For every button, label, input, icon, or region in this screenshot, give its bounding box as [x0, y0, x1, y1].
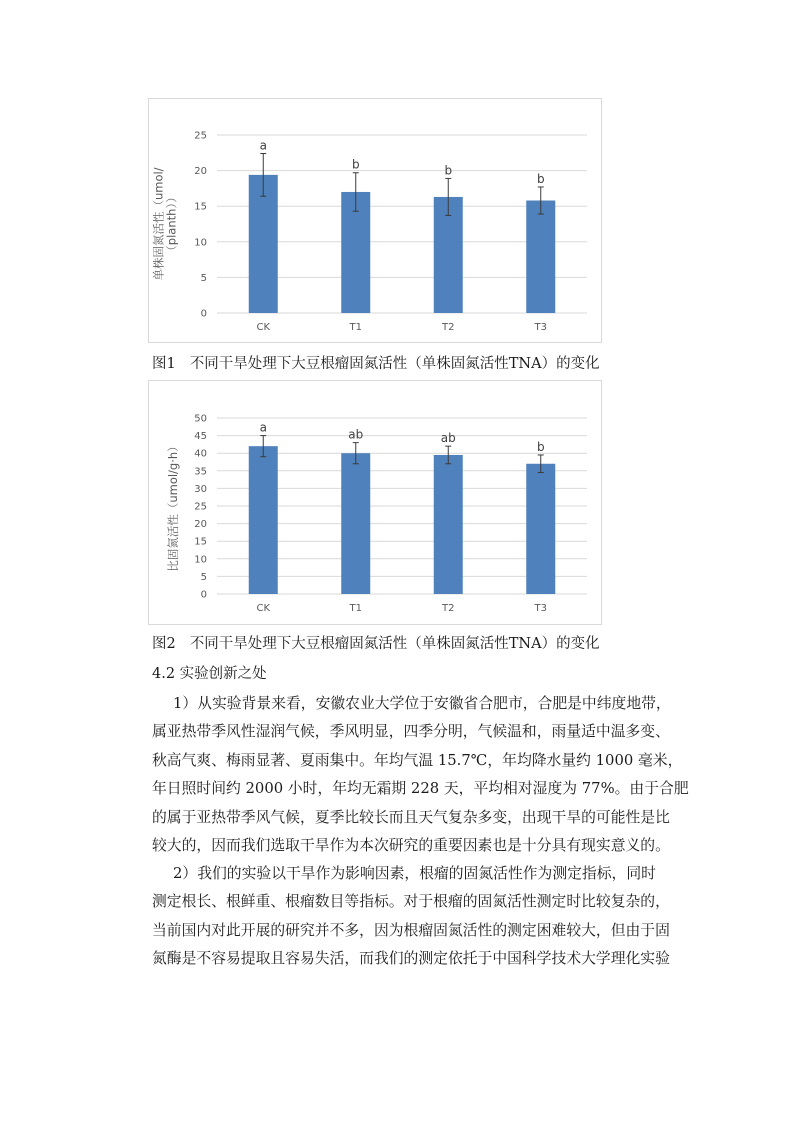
bar [434, 455, 463, 594]
significance-label: b [536, 171, 545, 186]
y-tick-label: 45 [194, 431, 207, 443]
paragraph-1 [152, 690, 689, 860]
figure-2-svg [149, 381, 601, 624]
x-tick-label: T3 [534, 603, 547, 614]
figure-1-number: 图1 [152, 356, 176, 372]
y-tick-label: 40 [194, 448, 207, 460]
y-tick-label: 25 [194, 501, 207, 513]
figure-1-caption-text: 不同干旱处理下大豆根瘤固氮活性（单株固氮活性TNA）的变化 [189, 356, 600, 372]
significance-label: a [259, 138, 267, 153]
x-tick-label: T3 [534, 322, 547, 333]
figure-2-caption [152, 632, 600, 653]
bar [526, 464, 555, 594]
y-tick-label: 30 [194, 483, 207, 495]
figure-1-chart [148, 98, 602, 343]
y-tick-label: 5 [200, 571, 207, 583]
significance-label: b [351, 157, 360, 172]
bar [526, 201, 555, 313]
y-axis-title: （planth）） [164, 191, 179, 257]
y-axis-title: 单株固氮活性（umol/ [151, 167, 166, 281]
x-tick-label: T2 [442, 603, 455, 614]
y-tick-label: 20 [194, 166, 207, 178]
significance-label: b [444, 163, 453, 178]
paragraph-line: 年日照时间约 2000 小时，年均无霜期 228 天，平均相对湿度为 77%。由于合肥 [152, 780, 689, 798]
paragraph-line: 当前国内对此开展的研究并不多，因为根瘤固氮活性的测定困难较大，但由于固 [152, 921, 670, 939]
x-tick-label: CK [256, 322, 271, 333]
x-tick-label: T1 [349, 322, 362, 333]
y-axis-title: 比固氮活性（umol/g·h） [166, 440, 180, 572]
significance-label: ab [440, 431, 456, 446]
figure-2-number: 图2 [152, 636, 176, 652]
y-tick-label: 25 [194, 130, 207, 142]
paragraph-line: 2）我们的实验以干旱作为影响因素，根瘤的固氮活性作为测定指标，同时 [173, 865, 656, 882]
y-tick-label: 35 [194, 466, 207, 478]
section-heading: 4.2 实验创新之处 [152, 666, 267, 682]
y-tick-label: 5 [200, 272, 207, 284]
y-tick-label: 0 [200, 589, 207, 601]
y-tick-label: 15 [194, 536, 207, 548]
paragraph-line: 秋高气爽、梅雨显著、夏雨集中。年均气温 15.7℃，年均降水量约 1000 毫米， [152, 751, 683, 769]
figure-1-svg [149, 99, 601, 342]
significance-label: ab [348, 427, 364, 442]
y-tick-label: 50 [194, 413, 207, 425]
x-tick-label: T2 [442, 322, 455, 333]
paragraph-line: 较大的，因而我们选取干旱作为本次研究的重要因素也是十分具有现实意义的。 [152, 837, 670, 855]
paragraph-line: 氮酶是不容易提取且容易失活，而我们的测定依托于中国科学技术大学理化实验 [152, 950, 670, 968]
figure-1-caption [152, 352, 600, 373]
y-tick-label: 10 [194, 237, 207, 249]
bar [249, 446, 278, 594]
figure-2-chart [148, 380, 602, 625]
figure-2-caption-text: 不同干旱处理下大豆根瘤固氮活性（单株固氮活性TNA）的变化 [189, 636, 600, 652]
bar [341, 453, 370, 594]
y-tick-label: 15 [194, 201, 207, 213]
x-tick-label: CK [256, 603, 271, 614]
y-tick-label: 20 [194, 519, 207, 531]
significance-label: a [259, 420, 267, 435]
significance-label: b [536, 439, 545, 454]
paragraph-2 [152, 860, 670, 974]
x-tick-label: T1 [349, 603, 362, 614]
paragraph-line: 测定根长、根鲜重、根瘤数目等指标。对于根瘤的固氮活性测定时比较复杂的， [152, 893, 670, 911]
paragraph-line: 属亚热带季风性湿润气候，季风明显，四季分明，气候温和，雨量适中温多变、 [152, 723, 670, 741]
paragraph-line: 的属于亚热带季风气候，夏季比较长而且天气复杂多变，出现干旱的可能性是比 [152, 808, 670, 826]
y-tick-label: 0 [200, 308, 207, 320]
paragraph-line: 1）从实验背景来看，安徽农业大学位于安徽省合肥市，合肥是中纬度地带， [173, 695, 671, 712]
y-tick-label: 10 [194, 554, 207, 566]
